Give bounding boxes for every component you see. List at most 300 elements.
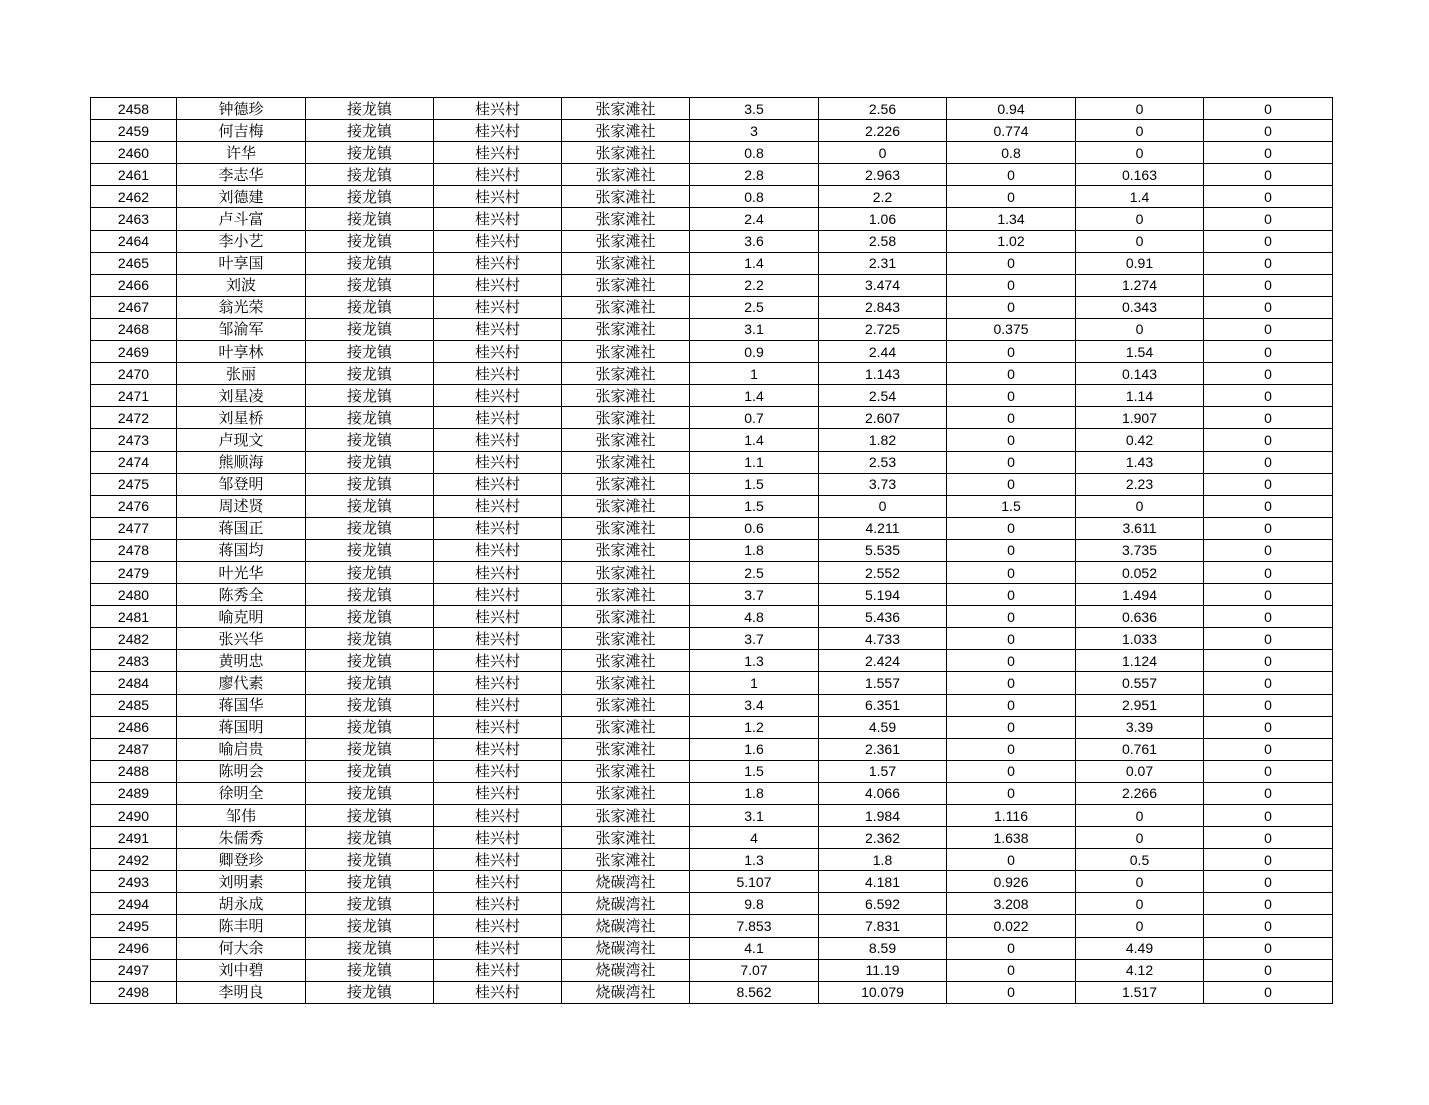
village-cell: 桂兴村 — [434, 296, 562, 318]
name-cell: 廖代素 — [177, 672, 306, 694]
value-e-cell: 0 — [1204, 805, 1333, 827]
town-cell: 接龙镇 — [306, 650, 434, 672]
group-cell: 张家滩社 — [562, 628, 690, 650]
village-cell: 桂兴村 — [434, 142, 562, 164]
group-cell: 张家滩社 — [562, 694, 690, 716]
value-b-cell: 7.831 — [819, 915, 947, 937]
value-d-cell: 0.07 — [1076, 760, 1204, 782]
value-b-cell: 11.19 — [819, 959, 947, 981]
table-row — [91, 694, 1333, 716]
value-e-cell: 0 — [1204, 164, 1333, 186]
table-row — [91, 849, 1333, 871]
table-row — [91, 208, 1333, 230]
value-b-cell: 10.079 — [819, 981, 947, 1003]
group-cell: 张家滩社 — [562, 230, 690, 252]
value-d-cell: 3.611 — [1076, 517, 1204, 539]
value-d-cell: 1.54 — [1076, 341, 1204, 363]
name-cell: 刘星凌 — [177, 385, 306, 407]
town-cell: 接龙镇 — [306, 473, 434, 495]
table-row — [91, 650, 1333, 672]
group-cell: 张家滩社 — [562, 517, 690, 539]
value-a-cell: 0.8 — [690, 186, 819, 208]
town-cell: 接龙镇 — [306, 429, 434, 451]
value-b-cell: 5.535 — [819, 539, 947, 561]
value-e-cell: 0 — [1204, 407, 1333, 429]
value-b-cell: 0 — [819, 495, 947, 517]
value-e-cell: 0 — [1204, 561, 1333, 583]
town-cell: 接龙镇 — [306, 517, 434, 539]
value-e-cell: 0 — [1204, 628, 1333, 650]
village-cell: 桂兴村 — [434, 517, 562, 539]
name-cell: 蒋国华 — [177, 694, 306, 716]
row-id-cell: 2474 — [91, 451, 177, 473]
value-e-cell: 0 — [1204, 142, 1333, 164]
name-cell: 邹渝军 — [177, 318, 306, 340]
town-cell: 接龙镇 — [306, 805, 434, 827]
value-c-cell: 0 — [947, 186, 1076, 208]
value-d-cell: 0.5 — [1076, 849, 1204, 871]
value-b-cell: 2.56 — [819, 98, 947, 120]
table-row — [91, 584, 1333, 606]
value-d-cell: 0.91 — [1076, 252, 1204, 274]
town-cell: 接龙镇 — [306, 208, 434, 230]
value-a-cell: 4.1 — [690, 937, 819, 959]
row-id-cell: 2484 — [91, 672, 177, 694]
table-row — [91, 407, 1333, 429]
table-row — [91, 539, 1333, 561]
value-d-cell: 0 — [1076, 98, 1204, 120]
value-a-cell: 1.8 — [690, 539, 819, 561]
row-id-cell: 2491 — [91, 827, 177, 849]
group-cell: 张家滩社 — [562, 495, 690, 517]
group-cell: 张家滩社 — [562, 296, 690, 318]
table-row — [91, 981, 1333, 1003]
value-d-cell: 1.124 — [1076, 650, 1204, 672]
row-id-cell: 2494 — [91, 893, 177, 915]
value-c-cell: 0 — [947, 164, 1076, 186]
value-d-cell: 1.43 — [1076, 451, 1204, 473]
row-id-cell: 2460 — [91, 142, 177, 164]
row-id-cell: 2493 — [91, 871, 177, 893]
name-cell: 卿登珍 — [177, 849, 306, 871]
value-e-cell: 0 — [1204, 252, 1333, 274]
value-d-cell: 3.39 — [1076, 716, 1204, 738]
value-a-cell: 0.7 — [690, 407, 819, 429]
value-e-cell: 0 — [1204, 915, 1333, 937]
value-a-cell: 1.4 — [690, 429, 819, 451]
value-e-cell: 0 — [1204, 716, 1333, 738]
town-cell: 接龙镇 — [306, 782, 434, 804]
value-a-cell: 2.2 — [690, 274, 819, 296]
value-e-cell: 0 — [1204, 451, 1333, 473]
town-cell: 接龙镇 — [306, 495, 434, 517]
value-c-cell: 0.8 — [947, 142, 1076, 164]
value-b-cell: 5.194 — [819, 584, 947, 606]
value-d-cell: 0.163 — [1076, 164, 1204, 186]
data-table — [90, 97, 1333, 1004]
value-b-cell: 4.066 — [819, 782, 947, 804]
name-cell: 何吉梅 — [177, 120, 306, 142]
name-cell: 叶享国 — [177, 252, 306, 274]
value-d-cell: 0 — [1076, 915, 1204, 937]
group-cell: 张家滩社 — [562, 782, 690, 804]
village-cell: 桂兴村 — [434, 937, 562, 959]
value-a-cell: 7.07 — [690, 959, 819, 981]
name-cell: 蒋国明 — [177, 716, 306, 738]
value-d-cell: 4.12 — [1076, 959, 1204, 981]
value-b-cell: 3.73 — [819, 473, 947, 495]
value-b-cell: 5.436 — [819, 606, 947, 628]
village-cell: 桂兴村 — [434, 782, 562, 804]
value-b-cell: 4.211 — [819, 517, 947, 539]
group-cell: 张家滩社 — [562, 473, 690, 495]
row-id-cell: 2486 — [91, 716, 177, 738]
value-a-cell: 4.8 — [690, 606, 819, 628]
table-row — [91, 937, 1333, 959]
table-row — [91, 672, 1333, 694]
value-c-cell: 0 — [947, 716, 1076, 738]
village-cell: 桂兴村 — [434, 98, 562, 120]
name-cell: 刘明素 — [177, 871, 306, 893]
table-row — [91, 517, 1333, 539]
table-row — [91, 561, 1333, 583]
value-b-cell: 2.31 — [819, 252, 947, 274]
group-cell: 张家滩社 — [562, 407, 690, 429]
row-id-cell: 2481 — [91, 606, 177, 628]
value-a-cell: 3 — [690, 120, 819, 142]
value-c-cell: 1.638 — [947, 827, 1076, 849]
name-cell: 喻克明 — [177, 606, 306, 628]
group-cell: 张家滩社 — [562, 760, 690, 782]
name-cell: 陈明会 — [177, 760, 306, 782]
value-a-cell: 3.7 — [690, 584, 819, 606]
town-cell: 接龙镇 — [306, 230, 434, 252]
name-cell: 卢现文 — [177, 429, 306, 451]
value-a-cell: 8.562 — [690, 981, 819, 1003]
village-cell: 桂兴村 — [434, 385, 562, 407]
table-row — [91, 318, 1333, 340]
row-id-cell: 2480 — [91, 584, 177, 606]
value-a-cell: 3.5 — [690, 98, 819, 120]
row-id-cell: 2466 — [91, 274, 177, 296]
value-d-cell: 0.636 — [1076, 606, 1204, 628]
value-a-cell: 1 — [690, 672, 819, 694]
name-cell: 叶光华 — [177, 561, 306, 583]
value-c-cell: 0 — [947, 252, 1076, 274]
value-e-cell: 0 — [1204, 363, 1333, 385]
group-cell: 张家滩社 — [562, 363, 690, 385]
town-cell: 接龙镇 — [306, 827, 434, 849]
value-c-cell: 0.022 — [947, 915, 1076, 937]
value-a-cell: 0.8 — [690, 142, 819, 164]
row-id-cell: 2498 — [91, 981, 177, 1003]
table-row — [91, 606, 1333, 628]
value-e-cell: 0 — [1204, 341, 1333, 363]
group-cell: 张家滩社 — [562, 164, 690, 186]
village-cell: 桂兴村 — [434, 495, 562, 517]
value-d-cell: 0 — [1076, 142, 1204, 164]
value-c-cell: 0.926 — [947, 871, 1076, 893]
table-row — [91, 363, 1333, 385]
row-id-cell: 2488 — [91, 760, 177, 782]
row-id-cell: 2470 — [91, 363, 177, 385]
village-cell: 桂兴村 — [434, 672, 562, 694]
value-a-cell: 3.1 — [690, 805, 819, 827]
value-a-cell: 2.4 — [690, 208, 819, 230]
value-a-cell: 4 — [690, 827, 819, 849]
group-cell: 张家滩社 — [562, 142, 690, 164]
town-cell: 接龙镇 — [306, 937, 434, 959]
value-e-cell: 0 — [1204, 539, 1333, 561]
value-b-cell: 1.143 — [819, 363, 947, 385]
row-id-cell: 2478 — [91, 539, 177, 561]
value-e-cell: 0 — [1204, 517, 1333, 539]
group-cell: 烧碳湾社 — [562, 893, 690, 915]
row-id-cell: 2477 — [91, 517, 177, 539]
value-a-cell: 9.8 — [690, 893, 819, 915]
town-cell: 接龙镇 — [306, 142, 434, 164]
value-c-cell: 0 — [947, 363, 1076, 385]
group-cell: 张家滩社 — [562, 98, 690, 120]
table-row — [91, 142, 1333, 164]
value-c-cell: 1.34 — [947, 208, 1076, 230]
value-c-cell: 0 — [947, 782, 1076, 804]
group-cell: 烧碳湾社 — [562, 915, 690, 937]
row-id-cell: 2476 — [91, 495, 177, 517]
group-cell: 张家滩社 — [562, 318, 690, 340]
table-row — [91, 716, 1333, 738]
value-d-cell: 0 — [1076, 871, 1204, 893]
value-c-cell: 0 — [947, 694, 1076, 716]
row-id-cell: 2473 — [91, 429, 177, 451]
value-c-cell: 0 — [947, 738, 1076, 760]
value-d-cell: 0 — [1076, 893, 1204, 915]
value-b-cell: 3.474 — [819, 274, 947, 296]
village-cell: 桂兴村 — [434, 915, 562, 937]
value-a-cell: 2.5 — [690, 296, 819, 318]
group-cell: 张家滩社 — [562, 385, 690, 407]
town-cell: 接龙镇 — [306, 915, 434, 937]
group-cell: 烧碳湾社 — [562, 937, 690, 959]
value-c-cell: 0 — [947, 429, 1076, 451]
value-e-cell: 0 — [1204, 98, 1333, 120]
value-d-cell: 0.557 — [1076, 672, 1204, 694]
table-body — [91, 98, 1333, 1004]
group-cell: 烧碳湾社 — [562, 871, 690, 893]
value-e-cell: 0 — [1204, 473, 1333, 495]
town-cell: 接龙镇 — [306, 561, 434, 583]
village-cell: 桂兴村 — [434, 363, 562, 385]
table-row — [91, 164, 1333, 186]
name-cell: 李志华 — [177, 164, 306, 186]
row-id-cell: 2464 — [91, 230, 177, 252]
name-cell: 刘德建 — [177, 186, 306, 208]
name-cell: 何大余 — [177, 937, 306, 959]
group-cell: 张家滩社 — [562, 186, 690, 208]
value-e-cell: 0 — [1204, 694, 1333, 716]
town-cell: 接龙镇 — [306, 981, 434, 1003]
value-e-cell: 0 — [1204, 827, 1333, 849]
name-cell: 刘中碧 — [177, 959, 306, 981]
town-cell: 接龙镇 — [306, 98, 434, 120]
name-cell: 蒋国均 — [177, 539, 306, 561]
table-row — [91, 893, 1333, 915]
name-cell: 许华 — [177, 142, 306, 164]
name-cell: 胡永成 — [177, 893, 306, 915]
village-cell: 桂兴村 — [434, 959, 562, 981]
village-cell: 桂兴村 — [434, 584, 562, 606]
value-b-cell: 6.351 — [819, 694, 947, 716]
value-d-cell: 2.266 — [1076, 782, 1204, 804]
group-cell: 张家滩社 — [562, 584, 690, 606]
village-cell: 桂兴村 — [434, 451, 562, 473]
group-cell: 张家滩社 — [562, 849, 690, 871]
group-cell: 张家滩社 — [562, 672, 690, 694]
town-cell: 接龙镇 — [306, 120, 434, 142]
row-id-cell: 2492 — [91, 849, 177, 871]
value-d-cell: 1.494 — [1076, 584, 1204, 606]
name-cell: 黄明忠 — [177, 650, 306, 672]
village-cell: 桂兴村 — [434, 539, 562, 561]
value-b-cell: 1.82 — [819, 429, 947, 451]
table-row — [91, 451, 1333, 473]
table-row — [91, 429, 1333, 451]
value-e-cell: 0 — [1204, 981, 1333, 1003]
village-cell: 桂兴村 — [434, 561, 562, 583]
value-c-cell: 0 — [947, 296, 1076, 318]
table-row — [91, 495, 1333, 517]
group-cell: 张家滩社 — [562, 274, 690, 296]
value-c-cell: 0.774 — [947, 120, 1076, 142]
value-b-cell: 6.592 — [819, 893, 947, 915]
value-d-cell: 0 — [1076, 318, 1204, 340]
town-cell: 接龙镇 — [306, 871, 434, 893]
village-cell: 桂兴村 — [434, 473, 562, 495]
town-cell: 接龙镇 — [306, 716, 434, 738]
value-b-cell: 1.57 — [819, 760, 947, 782]
value-d-cell: 0 — [1076, 120, 1204, 142]
name-cell: 蒋国正 — [177, 517, 306, 539]
value-d-cell: 1.517 — [1076, 981, 1204, 1003]
value-e-cell: 0 — [1204, 937, 1333, 959]
value-e-cell: 0 — [1204, 738, 1333, 760]
row-id-cell: 2479 — [91, 561, 177, 583]
value-c-cell: 0.375 — [947, 318, 1076, 340]
name-cell: 陈丰明 — [177, 915, 306, 937]
value-a-cell: 1.8 — [690, 782, 819, 804]
row-id-cell: 2462 — [91, 186, 177, 208]
row-id-cell: 2482 — [91, 628, 177, 650]
village-cell: 桂兴村 — [434, 606, 562, 628]
value-b-cell: 1.984 — [819, 805, 947, 827]
table-row — [91, 120, 1333, 142]
town-cell: 接龙镇 — [306, 164, 434, 186]
name-cell: 邹伟 — [177, 805, 306, 827]
table-row — [91, 98, 1333, 120]
row-id-cell: 2483 — [91, 650, 177, 672]
value-c-cell: 1.5 — [947, 495, 1076, 517]
town-cell: 接龙镇 — [306, 606, 434, 628]
village-cell: 桂兴村 — [434, 208, 562, 230]
village-cell: 桂兴村 — [434, 429, 562, 451]
value-c-cell: 3.208 — [947, 893, 1076, 915]
table-row — [91, 473, 1333, 495]
value-e-cell: 0 — [1204, 959, 1333, 981]
value-d-cell: 1.14 — [1076, 385, 1204, 407]
value-c-cell: 0 — [947, 849, 1076, 871]
village-cell: 桂兴村 — [434, 341, 562, 363]
value-b-cell: 2.361 — [819, 738, 947, 760]
value-a-cell: 1.3 — [690, 849, 819, 871]
town-cell: 接龙镇 — [306, 959, 434, 981]
village-cell: 桂兴村 — [434, 827, 562, 849]
value-c-cell: 0 — [947, 650, 1076, 672]
value-c-cell: 0 — [947, 606, 1076, 628]
town-cell: 接龙镇 — [306, 385, 434, 407]
value-d-cell: 1.033 — [1076, 628, 1204, 650]
name-cell: 邹登明 — [177, 473, 306, 495]
town-cell: 接龙镇 — [306, 672, 434, 694]
value-a-cell: 0.9 — [690, 341, 819, 363]
name-cell: 朱儒秀 — [177, 827, 306, 849]
name-cell: 刘波 — [177, 274, 306, 296]
value-a-cell: 3.1 — [690, 318, 819, 340]
value-a-cell: 3.4 — [690, 694, 819, 716]
name-cell: 熊顺海 — [177, 451, 306, 473]
group-cell: 张家滩社 — [562, 561, 690, 583]
value-a-cell: 2.8 — [690, 164, 819, 186]
village-cell: 桂兴村 — [434, 716, 562, 738]
village-cell: 桂兴村 — [434, 738, 562, 760]
value-e-cell: 0 — [1204, 495, 1333, 517]
name-cell: 陈秀全 — [177, 584, 306, 606]
value-b-cell: 2.44 — [819, 341, 947, 363]
value-d-cell: 0.761 — [1076, 738, 1204, 760]
value-e-cell: 0 — [1204, 385, 1333, 407]
value-b-cell: 2.362 — [819, 827, 947, 849]
name-cell: 喻启贵 — [177, 738, 306, 760]
value-d-cell: 2.23 — [1076, 473, 1204, 495]
value-e-cell: 0 — [1204, 120, 1333, 142]
value-d-cell: 0 — [1076, 827, 1204, 849]
town-cell: 接龙镇 — [306, 274, 434, 296]
name-cell: 翁光荣 — [177, 296, 306, 318]
value-d-cell: 0 — [1076, 495, 1204, 517]
village-cell: 桂兴村 — [434, 694, 562, 716]
value-e-cell: 0 — [1204, 208, 1333, 230]
row-id-cell: 2469 — [91, 341, 177, 363]
value-b-cell: 2.58 — [819, 230, 947, 252]
value-b-cell: 2.607 — [819, 407, 947, 429]
value-a-cell: 7.853 — [690, 915, 819, 937]
row-id-cell: 2495 — [91, 915, 177, 937]
table-row — [91, 274, 1333, 296]
value-b-cell: 2.963 — [819, 164, 947, 186]
value-a-cell: 1.5 — [690, 473, 819, 495]
value-b-cell: 2.843 — [819, 296, 947, 318]
table-row — [91, 871, 1333, 893]
value-e-cell: 0 — [1204, 760, 1333, 782]
group-cell: 张家滩社 — [562, 606, 690, 628]
value-c-cell: 0 — [947, 584, 1076, 606]
group-cell: 张家滩社 — [562, 120, 690, 142]
value-b-cell: 2.552 — [819, 561, 947, 583]
value-c-cell: 0 — [947, 672, 1076, 694]
value-c-cell: 0 — [947, 628, 1076, 650]
value-c-cell: 0 — [947, 937, 1076, 959]
group-cell: 张家滩社 — [562, 650, 690, 672]
value-c-cell: 0 — [947, 451, 1076, 473]
